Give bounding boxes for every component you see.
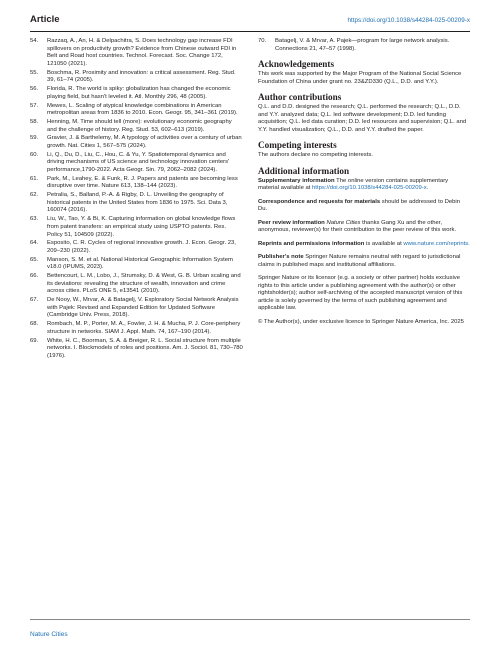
supplementary-information [258,178,470,193]
reference-item [30,273,243,296]
supp-link[interactable]: https://doi.org/10.1038/s44284-025-00209-x. [312,185,429,192]
reprints-text: is available at [366,240,402,247]
reference-number: 69. [30,337,39,344]
reference-text: Boschma, R. Proximity and innovation: a critical assessment. Reg. Stud. 39, 61–74 (2005). [47,69,236,84]
doi-link[interactable]: https://doi.org/10.1038/s44284-025-00209-x [347,17,470,24]
reference-text: Razzaq, A., An, H. & Delpachitra, S. Does technology gap increase FDI spillovers on productivity growth? Evidence from Chinese outward FDI in Belt and Road host countries. Technol. Forecast. Soc. Change 172, 121050 (2021). [47,38,237,67]
reference-number: 67. [30,297,39,304]
header-rule [30,31,470,32]
peer-journal: Nature Cities [326,219,361,226]
reference-number: 59. [30,135,39,142]
footer-journal: Nature Cities [30,631,68,638]
reference-text: Park, M., Leahey, E. & Funk, R. J. Papers and patents are becoming less disruptive over time. Nature 613, 138–144 (2023). [47,175,238,190]
reference-item [30,103,243,118]
reference-item [30,152,243,175]
reference-number: 68. [30,321,39,328]
reference-item [30,70,243,85]
reference-number: 61. [30,175,39,182]
reference-text: De Nooy, W., Mrvar, A. & Batagelj, V. Exploratory Social Network Analysis with Pajek: Revised and Expanded Edition for Updated Software (Cambridge Univ. Press, 2018). [47,297,239,319]
reference-item [30,216,243,239]
reference-number: 62. [30,192,39,199]
reference-text: Manson, S. M. et al. National Historical Geographic Information System v18.0 (IPUMS, 2023). [47,256,233,271]
reference-text: Batagelj, V. & Mrvar, A. Pajek—program for large network analysis. Connections 21, 47–57 (1998). [275,38,450,52]
footer-rule [30,619,470,620]
reference-number: 60. [30,151,39,158]
reference-item [30,240,243,255]
page-header [30,14,470,30]
reference-item [30,119,243,134]
pub-text: Springer Nature remains neutral with regard to jurisdictional claims in published maps and institutional affiliations. [258,254,461,268]
copyright-text: © The Author(s), under exclusive licence to Springer Nature America, Inc. 2025 [258,318,464,325]
reference-number: 56. [30,86,39,93]
author-contributions-heading: Author contributions [258,92,342,103]
reference-text: Mewes, L. Scaling of atypical knowledge combinations in American metropolitan areas from 1836 to 2010. Econ. Geogr. 95, 341–361 (2019). [47,102,238,117]
reference-number: 58. [30,118,39,125]
reference-text: Petralia, S., Balland, P.-A. & Rigby, D. L. Unveiling the geography of historical patents in the United States from 1836 to 1975. Sci. Data 3, 160074 (2016). [47,192,228,214]
reference-text: Henning, M. Time should tell (more): evolutionary economic geography and the challenge of history. Reg. Stud. 53, 602–613 (2019). [47,118,232,133]
reference-number: 63. [30,216,39,223]
page-footer [30,619,470,641]
reference-text: Li, Q., Du, D., Liu, C., Hou, C. & Yu, Y. Spatiotemporal dynamics and driving mechanisms of US science and technology innovation centers' performance,1790-2022. Acta Geogr. Sin. 79, 2062–2082 (2024). [47,151,230,173]
publishers-note [258,254,470,269]
reference-item [30,176,243,191]
correspondence [258,199,470,214]
reference-text: Liu, W., Tao, Y. & Bi, K. Capturing information on global knowledge flows from patent transfers: an empirical study using USPTO patents. Res. Policy 51, 104509 (2022). [47,216,236,238]
acknowledgements-text: This work was supported by the Major Program of the National Social Science Foundation of China under grant no. 23&ZD330 (Q.L., D.D. and Y.Y.). [258,71,462,85]
peer-label: Peer review information [258,219,325,226]
corr-text: should be addressed to Debin Du. [258,198,461,213]
article-label: Article [30,14,60,25]
acknowledgements-heading: Acknowledgements [258,59,335,70]
reference-text: White, H. C., Boorman, S. A. & Breiger, R. L. Social structure from multiple networks. I. Blockmodels of roles and positions. Am. J. Sociol. 81, 730–780 (1976). [47,337,243,359]
supp-text: The online version contains supplementary material available at [258,177,449,192]
author-contributions-text: Q.L. and D.D. designed the research; Q.L. performed the research; Q.L., D.D. and Y.Y. analyzed data; Q.L. led software development; D.D. led funding acquisition; Q.L. led data curation; D.D. led resources and supervision; Q.L. and Y.Y. handled visualization; Q.L., D.D. and Y.Y. drafted the paper. [258,104,467,133]
reference-number: 57. [30,102,39,109]
reference-item [30,38,243,68]
reference-text: Florida, R. The world is spiky: globalization has changed the economic playing field, but hasn't leveled it. Atl. Monthly 296, 48 (2005). [47,86,231,100]
reference-item [30,192,243,215]
reference-number: 66. [30,273,39,280]
right-column [258,38,470,332]
competing-interests-text: The authors declare no competing interests. [258,152,373,159]
peer-text: thanks Gang Xu and the other, anonymous, reviewer(s) for their contribution to the peer review of this work. [258,219,457,234]
reference-number: 54. [30,38,39,44]
reference-text: Esposito, C. R. Cycles of regional innovative growth. J. Econ. Geogr. 23, 209–230 (2022). [47,240,236,254]
reprints-information [258,241,470,249]
reference-item [30,86,243,101]
pub-label: Publisher's note [258,254,304,261]
reference-item [30,338,243,361]
reference-text: Bettencourt, L. M., Lobo, J., Strumsky, D. & West, G. B. Urban scaling and its deviations: revealing the structure of wealth, innovation and crime across cities. PLoS ONE 5, e13541 (2010). [47,273,241,295]
license-text: Springer Nature or its licensor (e.g. a society or other partner) holds exclusive rights to this article under a publishing agreement with the author(s) or other rightsholder(s); author self-archiving of the accepted manuscript version of this article is solely governed by the terms of such publishing agreement and applicable law. [258,275,463,312]
reference-item [30,257,243,272]
corr-label: Correspondence and requests for materials [258,198,381,205]
reference-item [258,38,470,53]
reference-number: 64. [30,240,39,247]
reference-text: Gravier, J. & Barthelemy, M. A typology of activities over a century of urban growth. Nat. Cities 1, 567–575 (2024). [47,135,242,149]
reference-item [30,297,243,320]
references-list-left [30,38,243,362]
competing-interests-heading: Competing interests [258,140,337,151]
reprints-label: Reprints and permissions information [258,240,365,247]
reference-text: Rombach, M. P., Porter, M. A., Fowler, J. H. & Mucha, P. J. Core-periphery structure in networks. SIAM J. Appl. Math. 74, 167–190 (2014). [47,321,241,335]
reference-item [30,135,243,150]
peer-review-information [258,220,470,235]
reference-item [30,321,243,336]
reference-number: 70. [258,38,267,44]
reference-number: 65. [30,256,39,263]
additional-information-heading: Additional information [258,165,350,176]
reprints-link[interactable]: www.nature.com/reprints. [403,240,470,247]
reference-number: 55. [30,69,39,76]
supp-label: Supplementary information [258,177,335,184]
